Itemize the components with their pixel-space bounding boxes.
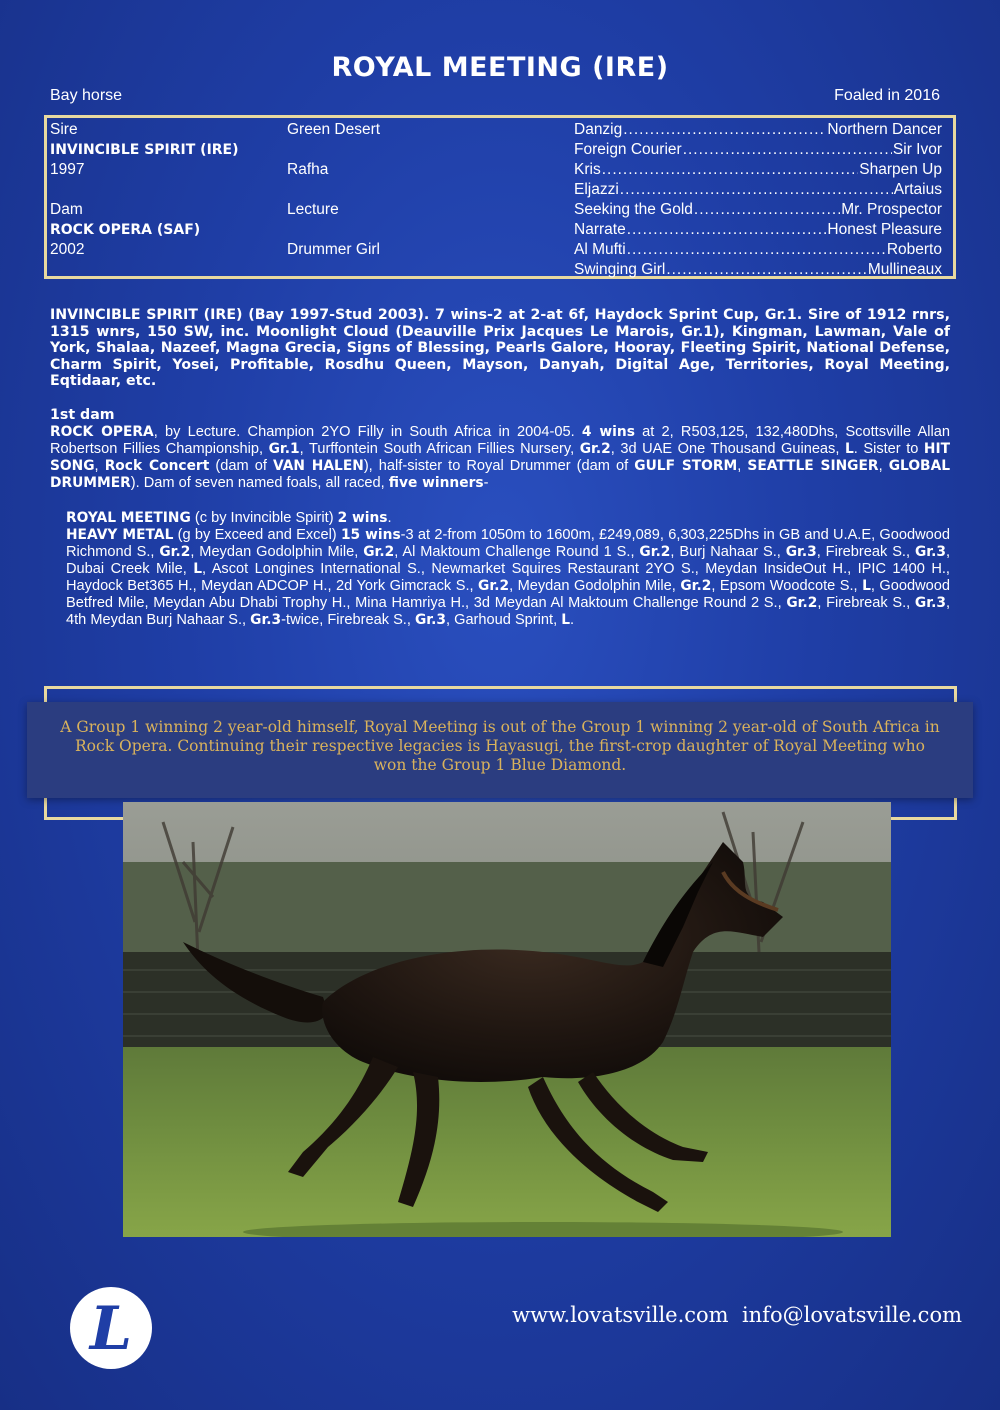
bold-run: Gr.2	[579, 441, 611, 457]
royal-meeting-paragraph	[66, 510, 950, 527]
bold-run: Gr.2	[478, 578, 510, 594]
first-dam-heading: 1st dam	[50, 407, 115, 423]
text-run: ,	[737, 458, 748, 474]
bold-run: GULF STORM	[634, 458, 738, 474]
grandparent-3: Lecture	[287, 201, 339, 218]
text-run: , Meydan Godolphin Mile,	[190, 544, 364, 560]
bold-run: ROYAL MEETING	[66, 510, 191, 526]
ancestor-sire: Roberto	[886, 241, 942, 258]
ancestor-sire: Mr. Prospector	[841, 201, 942, 218]
ancestor-sire: Sir Ivor	[892, 141, 942, 158]
horse-colour: Bay horse	[50, 87, 123, 104]
text-run: . Sister to	[853, 441, 924, 457]
bold-run: Gr.3	[785, 544, 817, 560]
pedigree-table	[44, 115, 956, 279]
text-run: , Al Maktoum Challenge Round 1 S.,	[394, 544, 640, 560]
ancestor-name: Danzig	[574, 121, 623, 138]
ancestor-row-7	[574, 240, 942, 260]
text-run: .	[387, 510, 392, 526]
bold-run: ROCK OPERA	[50, 424, 154, 440]
bold-run: Gr.2	[786, 595, 818, 611]
sire-name: INVINCIBLE SPIRIT (IRE)	[50, 142, 239, 158]
ancestor-name: Seeking the Gold	[574, 201, 693, 218]
text-run: (dam of	[209, 458, 274, 474]
text-run: ). Dam of seven named foals, all raced,	[130, 475, 389, 491]
bold-run: Gr.2	[159, 544, 191, 560]
dam-name: ROCK OPERA (SAF)	[50, 222, 201, 238]
text-run: , Firebreak S.,	[816, 544, 915, 560]
sire-label: Sire	[50, 121, 78, 138]
ancestor-sire: Honest Pleasure	[827, 221, 942, 238]
heavy-metal-paragraph	[66, 527, 950, 629]
grandparent-4: Drummer Girl	[287, 241, 380, 258]
ancestor-row-5	[574, 200, 942, 220]
ancestor-name: Eljazzi	[574, 181, 619, 198]
bold-run: 2 wins	[337, 510, 388, 526]
bold-run: L	[844, 441, 854, 457]
text-run: , Ascot Longines International S., Newmarket Squires Restaurant 2YO S., Meydan InsideOut H., IPIC 1400 H., Haydock Bet365 H., Meydan ADCOP H., 2d York Gimcrack S.,	[66, 561, 950, 594]
text-run: , Meydan Godolphin Mile,	[509, 578, 681, 594]
ancestor-sire: Artaius	[893, 181, 942, 198]
bold-run: 4 wins	[581, 424, 635, 440]
text-run: , 4th Meydan Burj Nahaar S.,	[66, 595, 950, 628]
ancestor-name: Foreign Courier	[574, 141, 682, 158]
text-run: -twice, Firebreak S.,	[281, 612, 415, 628]
sire-year: 1997	[50, 161, 85, 178]
text-run: (c by Invincible Spirit)	[190, 510, 338, 526]
text-run: , Epsom Woodcote S.,	[711, 578, 863, 594]
bold-run: SEATTLE SINGER	[747, 458, 879, 474]
text-run: -	[483, 475, 489, 491]
ancestor-name: Kris	[574, 161, 601, 178]
bold-run: Gr.3	[914, 544, 946, 560]
sire-biography: INVINCIBLE SPIRIT (IRE) (Bay 1997-Stud 2003). 7 wins-2 at 2-at 6f, Haydock Sprint Cup, Gr.1. Sire of 1912 rnrs, 1315 wnrs, 150 SW, inc. Moonlight Cloud (Deauville Prix Jacques Le Marois, Gr.1), Kingman, Lawman, Vale of York, Shalaa, Nazeef, Magna Grecia, Signs of Blessing, Pearls Galore, Hooray, Fleeting Spirit, National Defense, Charm Spirit, Yosei, Profitable, Rosdhu Queen, Mayson, Danyah, Digital Age, Territories, Royal Meeting, Eqtidaar, etc.	[50, 307, 950, 389]
page-title: ROYAL MEETING (IRE)	[331, 52, 669, 83]
bold-run: Rock Concert	[104, 458, 210, 474]
text-run: ), half-sister to Royal Drummer (dam of	[363, 458, 635, 474]
quote-text: A Group 1 winning 2 year-old himself, Royal Meeting is out of the Group 1 winning 2 year-old of South Africa in Rock Opera. Continuing their respective legacies is Hayasugi, the first-crop daughter of Royal Meeting who won the Group 1 Blue Diamond.	[60, 718, 940, 774]
bold-run: HIT SONG	[50, 441, 951, 474]
text-run: (g by Exceed and Excel)	[173, 527, 341, 543]
dam-paragraph	[50, 424, 950, 492]
dam-year: 2002	[50, 241, 85, 258]
bold-run: Gr.2	[639, 544, 671, 560]
ancestor-row-1	[574, 120, 942, 140]
lovatsville-logo	[68, 1285, 154, 1371]
bold-run: L	[862, 578, 871, 594]
text-run: at 2, R503,125, 132,480Dhs, Scottsville Allan Robertson Fillies Championship,	[50, 424, 950, 457]
text-run: -3 at 2-from 1050m to 1600m, £249,089, 6,303,225Dhs in GB and U.A.E, Goodwood Richmond S.,	[66, 527, 951, 560]
ancestor-row-8	[574, 260, 942, 280]
grandparent-2: Rafha	[287, 161, 329, 178]
foaled-year: Foaled in 2016	[834, 87, 940, 104]
bold-run: Gr.2	[363, 544, 395, 560]
footer-contact[interactable]: www.lovatsville.com info@lovatsville.com	[512, 1303, 962, 1327]
bold-run: L	[193, 561, 202, 577]
bold-run: five winners	[388, 475, 484, 491]
ancestor-name: Al Mufti	[574, 241, 626, 258]
text-run: , Firebreak S.,	[817, 595, 915, 611]
ancestor-row-4	[574, 180, 942, 200]
horse-photo	[123, 802, 891, 1237]
text-run: , Dubai Creek Mile,	[66, 544, 951, 577]
bold-run: HEAVY METAL	[66, 527, 174, 543]
ancestor-sire: Sharpen Up	[859, 161, 942, 178]
bold-run: Gr.3	[414, 612, 446, 628]
dam-label: Dam	[50, 201, 83, 218]
bold-run: Gr.3	[250, 612, 282, 628]
bold-run: L	[561, 612, 570, 628]
text-run: , Goodwood Betfred Mile, Meydan Abu Dhabi Trophy H., Mina Hamriya H., 3d Meydan Al Maktoum Challenge Round 2 S.,	[66, 578, 950, 611]
text-run: , Burj Nahaar S.,	[670, 544, 786, 560]
text-run: , by Lecture. Champion 2YO Filly in South Africa in 2004-05.	[153, 424, 582, 440]
bold-run: Gr.2	[680, 578, 712, 594]
bold-run: Gr.3	[914, 595, 946, 611]
bold-run: GLOBAL DRUMMER	[50, 458, 951, 491]
ancestor-row-2	[574, 140, 942, 160]
text-run: ,	[878, 458, 889, 474]
text-run: , Garhoud Sprint,	[445, 612, 562, 628]
bold-run: VAN HALEN	[273, 458, 364, 474]
text-run: , Turffontein South African Fillies Nursery,	[299, 441, 580, 457]
text-run: .	[569, 612, 575, 628]
ancestor-name: Swinging Girl	[574, 261, 666, 278]
text-run: ,	[94, 458, 105, 474]
grandparent-1: Green Desert	[287, 121, 381, 138]
logo-letter: L	[89, 1294, 133, 1364]
ancestor-row-3	[574, 160, 942, 180]
ancestor-sire: Northern Dancer	[827, 121, 942, 138]
bold-run: 15 wins	[340, 527, 401, 543]
ancestor-name: Narrate	[574, 221, 626, 238]
ancestor-row-6	[574, 220, 942, 240]
text-run: , 3d UAE One Thousand Guineas,	[610, 441, 845, 457]
bold-run: Gr.1	[268, 441, 300, 457]
ancestor-sire: Mullineaux	[867, 261, 942, 278]
